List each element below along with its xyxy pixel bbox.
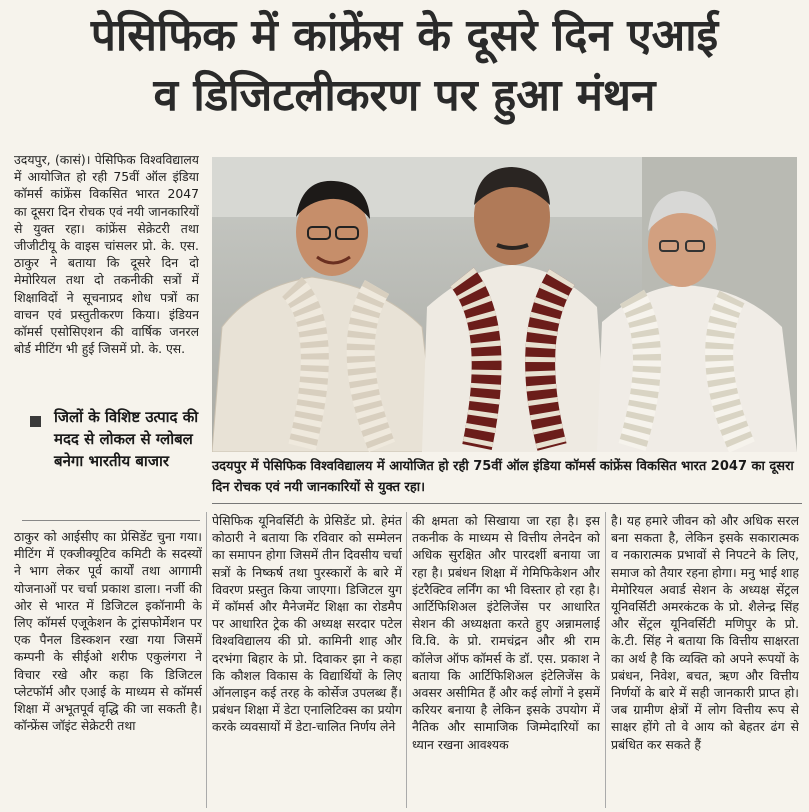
photo-illustration [212,157,797,452]
headline [0,6,809,126]
article-column-4: की क्षमता को सिखाया जा रहा है। इस तकनीक के माध्यम से वित्तीय लेनदेन को अधिक सुरक्षित और पारदर्शी बनाया जा रहा है। प्रबंधन शिक्षा में गेमिफिकेशन और इंटरैक्टिव लर्निंग का भी विस्तार हो रहा है। आर्टिफिशिअल इंटेलिजेंस पर आधारित सेशन की अध्यक्षता करते हुए अन्नामलाई वि.वि. के प्रो. रामचंद्रन और श्री राम कॉलेज ऑफ कॉमर्स के डॉ. एस. प्रकाश ने बताया कि आर्टिफिशिअल इंटेलिजेंस के अवसर असीमित हैं और कई लोगों ने इसमें करियर बनाया है लेकिन इसके उपयोग में नैतिक और सामाजिक जिम्मेदारियों का ध्यान रखना आवश्यक [412,513,600,752]
article-column-1: उदयपुर, (कासं)। पेसिफिक विश्वविद्यालय में आयोजित हो रही 75वीं ऑल इंडिया कॉमर्स कांफ्रेंस विकसित भारत 2047 का दूसरा दिन रोचक एवं नयी जानकारियों से युक्त रहा। कांफ्रेंस सेक्रेटरी तथा जीजीटीयू के वाइस चांसलर प्रो. के. एस. ठाकुर ने बताया कि दूसरे दिन दो मेमोरियल तथा दो तकनीकी सत्रों में शिक्षाविदों ने सूचनाप्रद शोध पत्रों का वाचन एवं प्रस्तुतीकरण किया। इंडियन कॉमर्स एसोसिएशन की वार्षिक जनरल बोर्ड मीटिंग भी हुई जिसमें प्रो. के. एस. [14,152,199,357]
caption-divider [212,503,802,504]
column-divider [406,512,407,808]
column-divider [605,512,606,808]
article-column-3: पेसिफिक यूनिवर्सिटी के प्रेसिडेंट प्रो. हेमंत कोठारी ने बताया कि रविवार को सम्मेलन का समापन होगा जिसमें तीन दिवसीय चर्चा सत्रों के निष्कर्ष तथा पुरस्कारों के बारे में विवरण प्रस्तुत किया जाएगा। डिजिटल युग में कॉमर्स और मैनेजमेंट शिक्षा का रोडमैप पर आधारित ट्रेक की अध्यक्ष सरदार पटेल विश्वविद्यालय की प्रो. कामिनी शाह और दरभंगा बिहार के प्रो. दिवाकर झा ने कहा कि कौशल विकास के विद्यार्थियों के लिए ऑनलाइन कई तरह के कोर्सेज उपलब्ध हैं। प्रबंधन शिक्षा में डेटा एनालिटिक्स का प्रयोग करके व्यवसायों में डेटा-चालित निर्णय लेने [212,513,402,735]
subheading-text: जिलों के विशिष्ट उत्पाद की मदद से लोकल से ग्लोबल बनेगा भारतीय बाजार [54,408,199,470]
article-column-5: है। यह हमारे जीवन को और अधिक सरल बना सकता है, लेकिन इसके सकारात्मक व नकारात्मक प्रभावों से निपटने के लिए, समाज को तैयार रहना होगा। मनु भाई शाह मेमोरियल अवार्ड सेशन के अध्यक्ष सेंट्रल यूनिवर्सिटी अमरकंटक के प्रो. शैलेन्द्र सिंह और सेंट्रल यूनिवर्सिटी मणिपुर के प्रो. के.टी. सिंह ने बताया कि वित्तीय साक्षरता का अर्थ है कि व्यक्ति को अपने रूपयों के प्रबंधन, निवेश, बचत, ऋण और वित्तीय निर्णयों के बारे में सही जानकारी प्राप्त हो। जब ग्रामीण क्षेत्रों में लोग वित्तीय रूप से साक्षर होंगे तो वे आय को बेहतर ढंग से प्रबंधित कर सकते हैं [611,513,799,752]
subheading-box [22,406,202,518]
column-divider [206,512,207,808]
headline-line-1: पेसिफिक में कांफ्रेंस के दूसरे दिन एआई [90,10,719,61]
news-photo [212,157,797,452]
subheading-divider [22,520,200,521]
photo-caption: उदयपुर में पेसिफिक विश्वविद्यालय में आयोजित हो रही 75वीं ऑल इंडिया कॉमर्स कांफ्रेंस विकसित भारत 2047 का दूसरा दिन रोचक एवं नयी जानकारियों से युक्त रहा। [212,459,794,495]
article-column-2: ठाकुर को आईसीए का प्रेसिडेंट चुना गया। मीटिंग में एक्जीक्यूटिव कमिटी के सदस्यों ने भाग लेकर पूर्व कार्यों तथा आगामी योजनाओं पर चर्चा प्रकाश डाला। नर्जी की ओर से भारत में डिजिटल इकॉनामी के लिए कॉमर्स एजूकेशन के ट्रांसफोर्मेशन पर एक पैनल डिस्कशन रखा गया जिसमें कम्पनी के सीईओ शरीफ एकुलंगरा ने विचार रखे और कहा कि डिजिटल प्लेटफॉर्म और एआई के माध्यम से कॉमर्स शिक्षा में अभूतपूर्व वृद्धि की जा सकती है। कॉन्फ्रेंस जॉइंट सेक्रेटरी तथा [14,529,202,734]
square-bullet-icon [30,416,41,427]
headline-line-2: व डिजिटलीकरण पर हुआ मंथन [153,70,656,121]
